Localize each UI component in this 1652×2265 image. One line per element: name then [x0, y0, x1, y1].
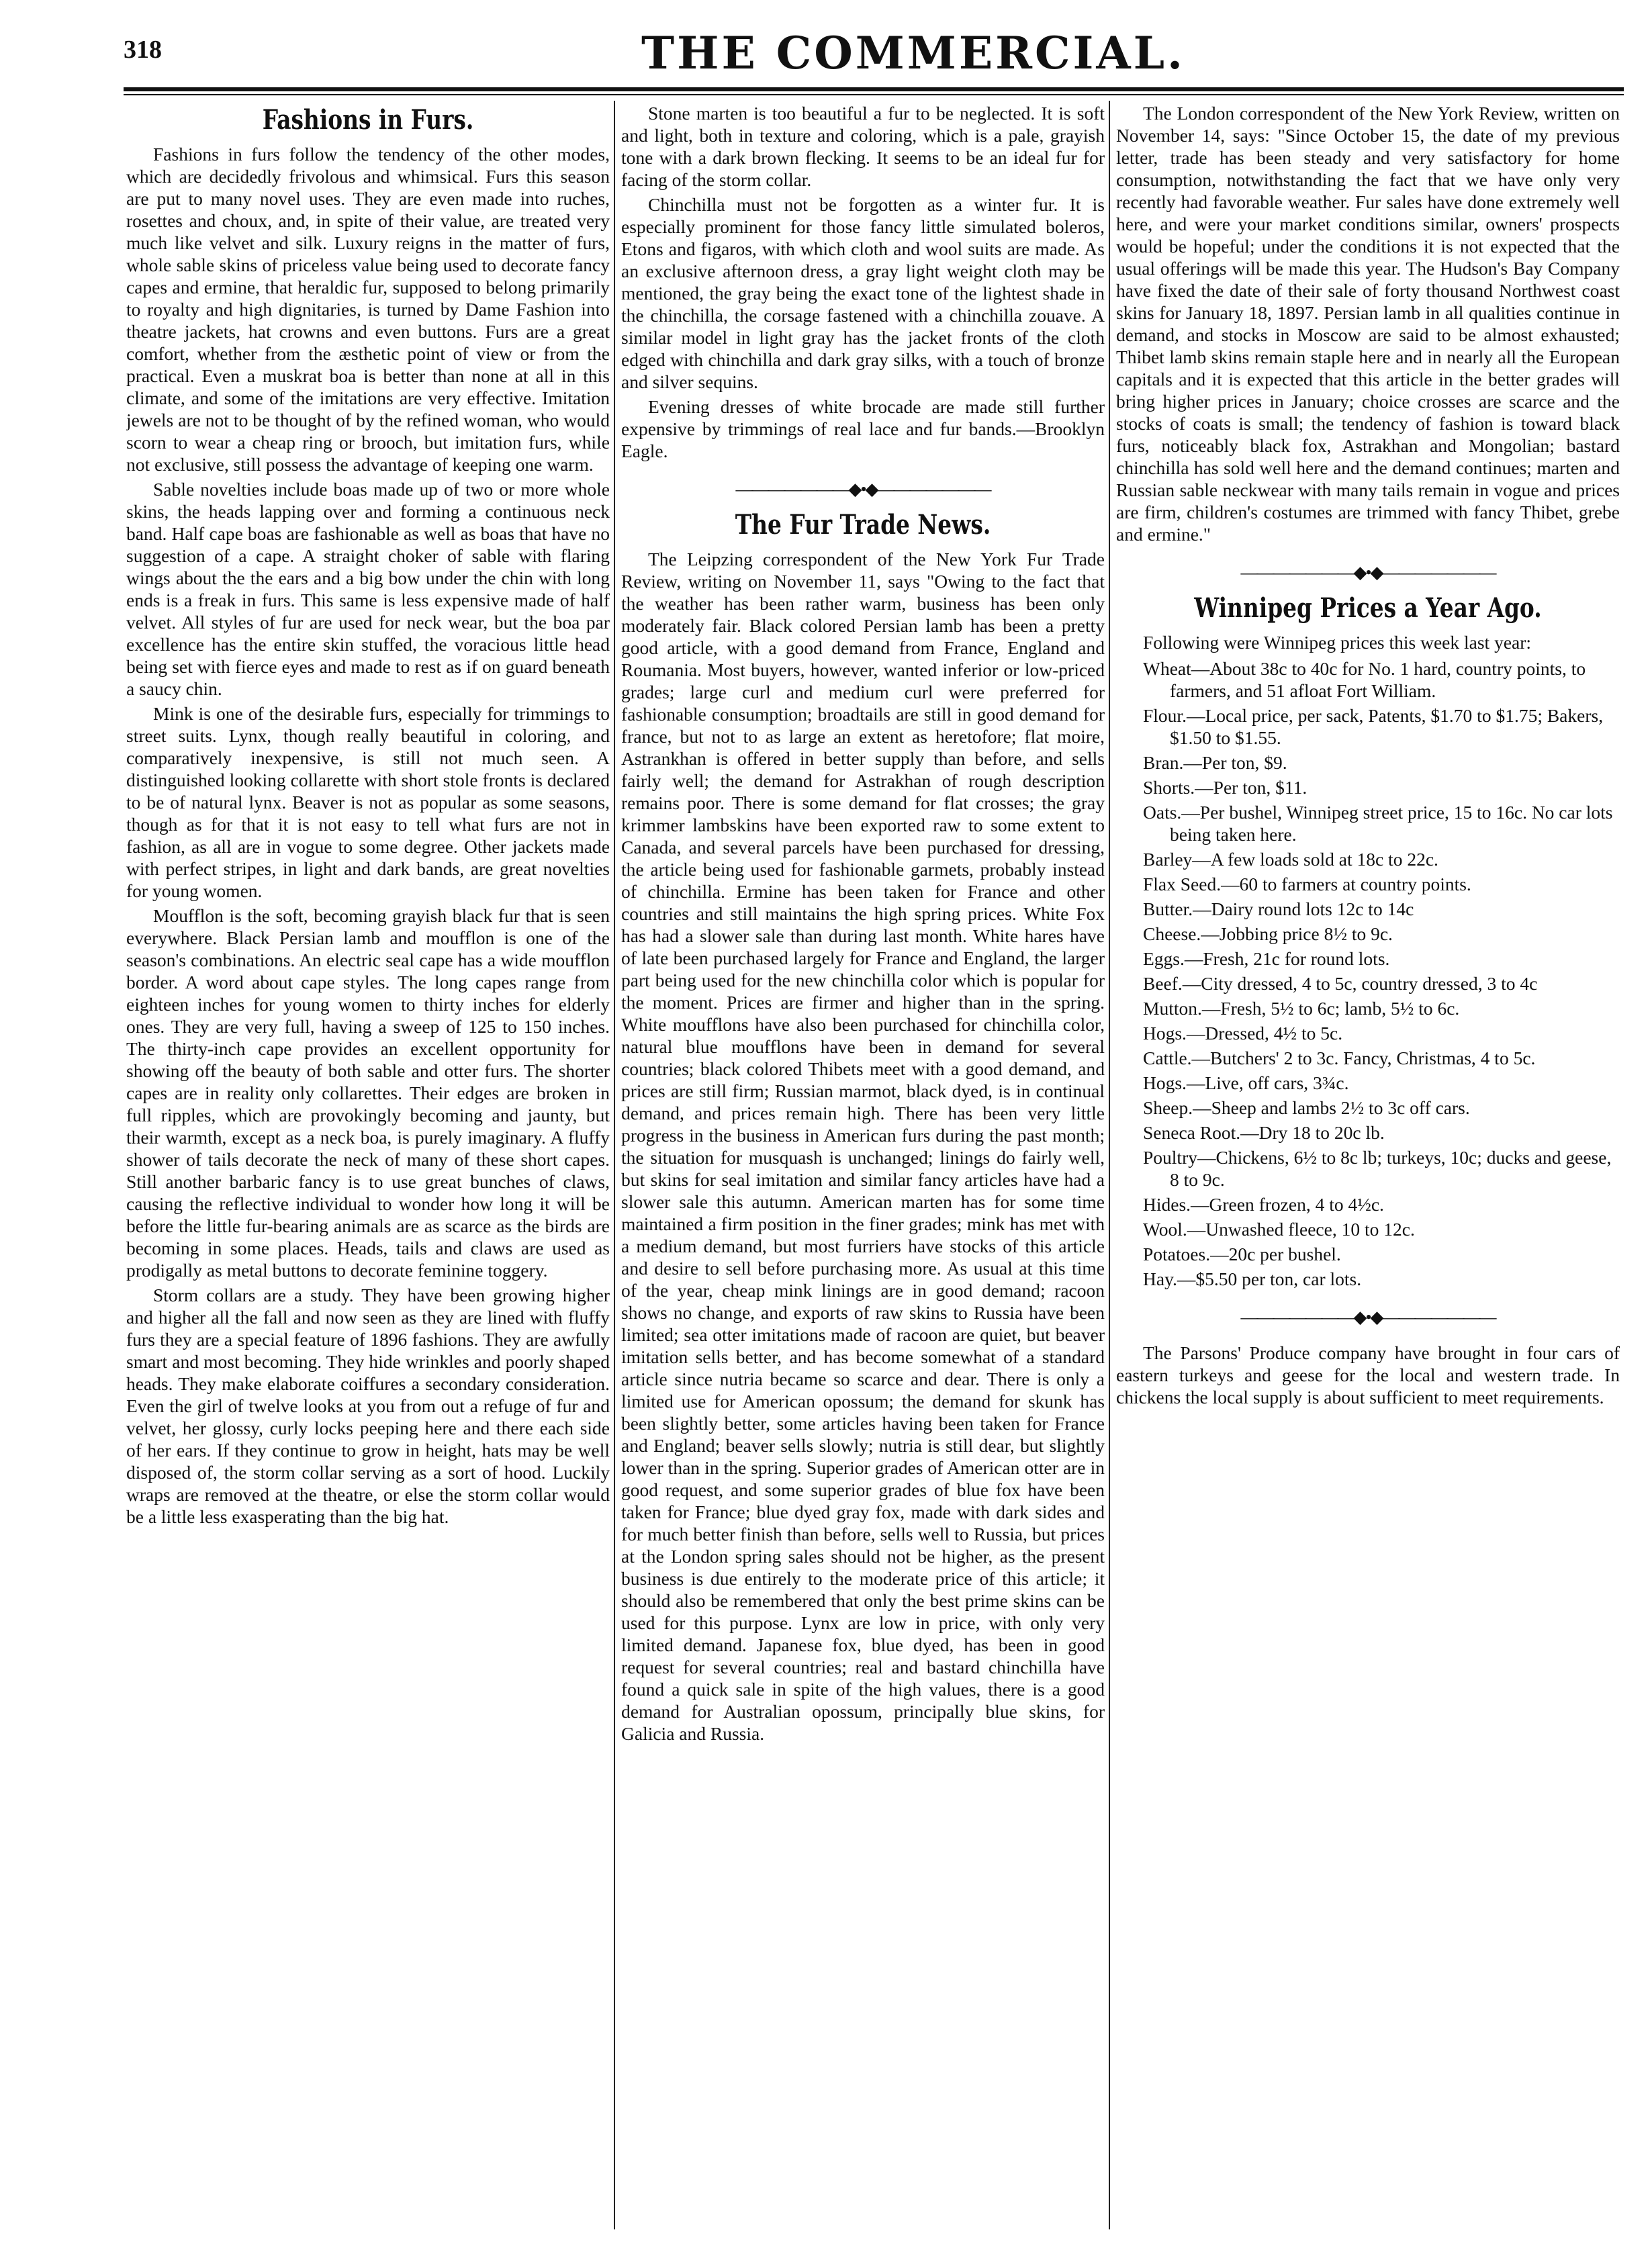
header-rule-thin — [124, 94, 1624, 95]
section-divider — [1116, 1306, 1620, 1328]
masthead: THE COMMERCIAL. — [641, 27, 1186, 79]
column-1 — [126, 102, 610, 2237]
article-paragraph: Sable novelties include boas made up of two or more whole skins, the heads lapping over and forming a continuous neck band. Half cape boas are fashionable as well as boas that have no suggestion of a cape. A straight choker of sable with flaring wings about the the ears and a big bow under the chin with long ends is a freak in furs. This same is less expensive made of half velvet. All styles of fur are used for neck wear, but the boa par excellence has the entire skin stuffed, the voracious little head being set with fierce eyes and made to rest as if on guard beneath a saucy chin. — [126, 479, 610, 699]
article-paragraph: The Parsons' Produce company have brought in four cars of eastern turkeys and geese for the local and western trade. In chickens the local supply is about sufficient to meet requirements. — [1116, 1342, 1620, 1407]
section-divider — [621, 478, 1105, 500]
price-list — [1116, 657, 1620, 1290]
column-3 — [1116, 102, 1620, 2237]
price-item: Wheat—About 38c to 40c for No. 1 hard, country points, to farmers, and 51 afloat Fort William. — [1143, 658, 1586, 701]
price-item: Butter.—Dairy round lots 12c to 14c — [1143, 898, 1414, 919]
price-item: Oats.—Per bushel, Winnipeg street price, 15 to 16c. No car lots being taken here. — [1143, 802, 1613, 845]
price-item: Hogs.—Live, off cars, 3¾c. — [1143, 1072, 1349, 1093]
article-title-fashions: Fashions in Furs. — [262, 104, 474, 136]
article-paragraph: The Leipzing correspondent of the New York Fur Trade Review, writing on November 11, says "Owing to the fact that the weather has been rather warm, business has been only moderately fair. Black colored Persian lamb has been a pretty good article, with a good demand from France, England and Roumania. Most buyers, however, wanted inferior or low-priced grades; large curl and medium curl were preferred for fashionable consumption; broadtails are still in good demand for france, but not to as large an extent as heretofore; flat moire, Astrankhan is offered in better supply than before, and sells fairly well; the demand for Astrakhan of rough description remains poor. There is some demand for flat crosses; the gray krimmer lambskins have been exported raw to some extent to Canada, and several parcels have been purchased for dressing, the article being used for fashionable garmets, probably instead of chinchilla. Ermine has been taken for France and other countries and still maintains the high spring prices. White Fox has had a slower sale than during last month. White hares have of late been purchased largely for France and England, the larger part being used for the new chinchilla color which is popular for the moment. Prices are firmer and higher than in the spring. White moufflons have also been purchased for chinchilla color, natural blue moufflons have been in demand for several countries; black colored Thibets meet with a good demand, and prices are still firm; Russian marmot, black dyed, is in continual demand, and prices remain high. There has been very little progress in the business in American furs during the past month; the situation for musquash is unchanged; linings do fairly well, but skins for seal imitation and similar fancy articles have had a slower sale this autumn. American marten has for some time maintained a firm position in the finer grades; mink has met with a medium demand, but most furriers have stocks of this article and desire to sell before purchasing more. As usual at this time of the year, cheap mink linings are in good demand; racoon shows no change, and exports of raw skins to Russia have been limited; sea otter imitations made of racoon are quiet, but beaver imitation sells better, and has become somewhat of a standard article since nutria became so scarce and dear. There is only a limited use for American opossum; the demand for skunk has been slightly better, some articles having been taken for France and England; beaver sells slowly; nutria is still dear, but slightly lower than in the spring. Superior grades of American otter are in good request, and some superior grades of blue fox have been taken for France; blue dyed gray fox, made with dark sides and for much better finish than before, sells well to Russia, but prices at the London spring sales should not be higher, as the present business is due entirely to the moderate price of this article; it should also be remembered that only the best prime skins can be used for this purpose. Lynx are low in price, with only very limited demand. Japanese fox, blue dyed, has been in good request for several countries; real and bastard chinchilla have found a quick sale in spite of the high values, there is a good demand for Australian opossum, principally blue skins, for Galicia and Russia. — [621, 549, 1105, 1744]
price-item: Eggs.—Fresh, 21c for round lots. — [1143, 948, 1390, 969]
price-item: Mutton.—Fresh, 5½ to 6c; lamb, 5½ to 6c. — [1143, 998, 1460, 1019]
column-separator — [1109, 101, 1110, 2229]
price-item: Hides.—Green frozen, 4 to 4½c. — [1143, 1194, 1384, 1215]
page-number: 318 — [124, 36, 162, 64]
section-divider — [1116, 561, 1620, 584]
price-item: Beef.—City dressed, 4 to 5c, country dressed, 3 to 4c — [1143, 973, 1538, 994]
price-item: Hay.—$5.50 per ton, car lots. — [1143, 1268, 1362, 1289]
price-item: Shorts.—Per ton, $11. — [1143, 777, 1307, 798]
article-paragraph: Fashions in furs follow the tendency of the other modes, which are decidedly frivolous and whimsical. Furs this season are put to many novel uses. They are even made into ruches, rosettes and choux, and, in spite of their value, are treated very much like velvet and silk. Luxury reigns in the matter of furs, whole sable skins of priceless value being used to decorate fancy capes and ermine, that heraldic fur, supposed to belong primarily to royalty and high dignitaries, is turned by Dame Fashion into theatre jackets, hat crowns and even buttons. Furs are a great comfort, whether from the æsthetic point of view or from the practical. Even a muskrat boa is better than none at all in this climate, and some of the imitations are very effective. Imitation jewels are not to be thought of by the refined woman, who would scorn to wear a cheap ring or brooch, but imitation furs, while not exclusive, still possess the advantage of keeping one warm. — [126, 144, 610, 475]
price-item: Hogs.—Dressed, 4½ to 5c. — [1143, 1023, 1343, 1044]
price-item: Wool.—Unwashed fleece, 10 to 12c. — [1143, 1219, 1415, 1240]
price-item: Seneca Root.—Dry 18 to 20c lb. — [1143, 1122, 1385, 1143]
price-list-intro: Following were Winnipeg prices this week last year: — [1143, 632, 1532, 653]
price-item: Cheese.—Jobbing price 8½ to 9c. — [1143, 923, 1393, 944]
article-paragraph: Moufflon is the soft, becoming grayish black fur that is seen everywhere. Black Persian lamb and moufflon is one of the season's combinations. An electric seal cape has a wide moufflon border. A word about cape styles. The long capes range from eighteen inches for young women to thirty inches for elderly ones. They are very full, having a sweep of 125 to 150 inches. The thirty-inch cape provides an excellent opportunity for showing off the beauty of both sable and otter furs. The shorter capes are in reality only collarettes. Their edges are broken in full ripples, which are provokingly becoming and jaunty, but their warmth, except as a neck boa, is purely imaginary. A fluffy shower of tails decorate the neck of many of these short capes. Still another barbaric fancy is to use great bunches of claws, causing the reflective individual to wonder how long it will be before the little fur-bearing animals are as scarce as the birds are becoming in some places. Heads, tails and claws are used as prodigally as metal buttons to decorate feminine toggery. — [126, 905, 610, 1281]
article-paragraph: The London correspondent of the New York Review, written on November 14, says: "Since October 15, the date of my previous letter, trade has been steady and very satisfactory for home consumption, notwithstanding the fact that we have only very recently had favorable weather. Fur sales have done extremely well here, and were your market conditions similar, owners' prospects would be hopeful; under the conditions it is not expected that the usual offerings will be made this year. The Hudson's Bay Company have fixed the date of their sale of forty thousand Northwest coast skins for January 18, 1897. Persian lamb in all qualities continue in demand, and stocks in Moscow are said to be almost exhausted; Thibet lamb skins remain staple here and in nearly all the European capitals and it is expected that this article in the better grades will bring higher prices in January; choice crosses are scarce and the stocks of coats is small; the tendency of fashion is toward black furs, noticeably black fox, Astrakhan and Mongolian; bastard chinchilla has sold well here and the demand continues; marten and Russian sable neckwear with many tails remain in vogue and prices are firm, children's costumes are trimmed with fancy Thibet, grebe and ermine." — [1116, 103, 1620, 545]
article-paragraph: Evening dresses of white brocade are made still further expensive by trimmings of real lace and fur bands.—Brooklyn Eagle. — [621, 396, 1105, 461]
price-item: Cattle.—Butchers' 2 to 3c. Fancy, Christmas, 4 to 5c. — [1143, 1048, 1536, 1068]
header-rule-heavy — [124, 87, 1624, 91]
price-item: Poultry—Chickens, 6½ to 8c lb; turkeys, 10c; ducks and geese, 8 to 9c. — [1143, 1147, 1612, 1190]
article-title-winnipeg: Winnipeg Prices a Year Ago. — [1194, 592, 1542, 624]
price-item: Bran.—Per ton, $9. — [1143, 752, 1287, 773]
article-paragraph: Stone marten is too beautiful a fur to be neglected. It is soft and light, both in texture and coloring, which is a pale, grayish tone with a dark brown flecking. It seems to be an ideal fur for facing of the storm collar. — [621, 103, 1105, 190]
article-paragraph: Storm collars are a study. They have been growing higher and higher all the fall and now seen as they are lined with fluffy furs they are a special feature of 1896 fashions. They are awfully smart and most becoming. They hide wrinkles and poorly shaped heads. They make elaborate coiffures a secondary consideration. Even the girl of twelve looks at you from out a refuge of fur and velvet, her glossy, curly locks peeping here and there each side of her ears. If they continue to grow in height, hats may be well disposed of, the storm collar serving as a sort of hood. Luckily wraps are removed at the theatre, or else the storm collar would be a little less exasperating than the big hat. — [126, 1285, 610, 1527]
price-item: Sheep.—Sheep and lambs 2½ to 3c off cars. — [1143, 1097, 1470, 1118]
column-separator — [614, 101, 615, 2229]
column-2 — [621, 102, 1105, 2237]
article-paragraph: Mink is one of the desirable furs, especially for trimmings to street suits. Lynx, though really beautiful in coloring, and comparatively inexpensive, is still not much seen. A distinguished looking collarette with short stole fronts is declared to be of natural lynx. Beaver is not as popular as some seasons, though as for that it is not easy to tell what furs are not in fashion, as all are in vogue to some degree. Other jackets made with perfect stripes, in light and dark bands, are great novelties for young women. — [126, 703, 610, 901]
price-item: Flax Seed.—60 to farmers at country points. — [1143, 874, 1471, 894]
price-item: Flour.—Local price, per sack, Patents, $1.70 to $1.75; Bakers, $1.50 to $1.55. — [1143, 705, 1604, 748]
article-title-fur-trade: The Fur Trade News. — [735, 509, 991, 541]
price-item: Potatoes.—20c per bushel. — [1143, 1244, 1341, 1264]
article-paragraph: Chinchilla must not be forgotten as a winter fur. It is especially prominent for those fancy little simulated boleros, Etons and figaros, with which cloth and wool suits are made. As an exclusive afternoon dress, a gray light weight cloth may be mentioned, the gray being the exact tone of the lightest shade in the chinchilla, the corsage fastened with a chinchilla zouave. A similar model in light gray has the jacket fronts of the cloth edged with chinchilla and dark gray silks, with a touch of bronze and silver sequins. — [621, 194, 1105, 392]
price-item: Barley—A few loads sold at 18c to 22c. — [1143, 849, 1438, 870]
